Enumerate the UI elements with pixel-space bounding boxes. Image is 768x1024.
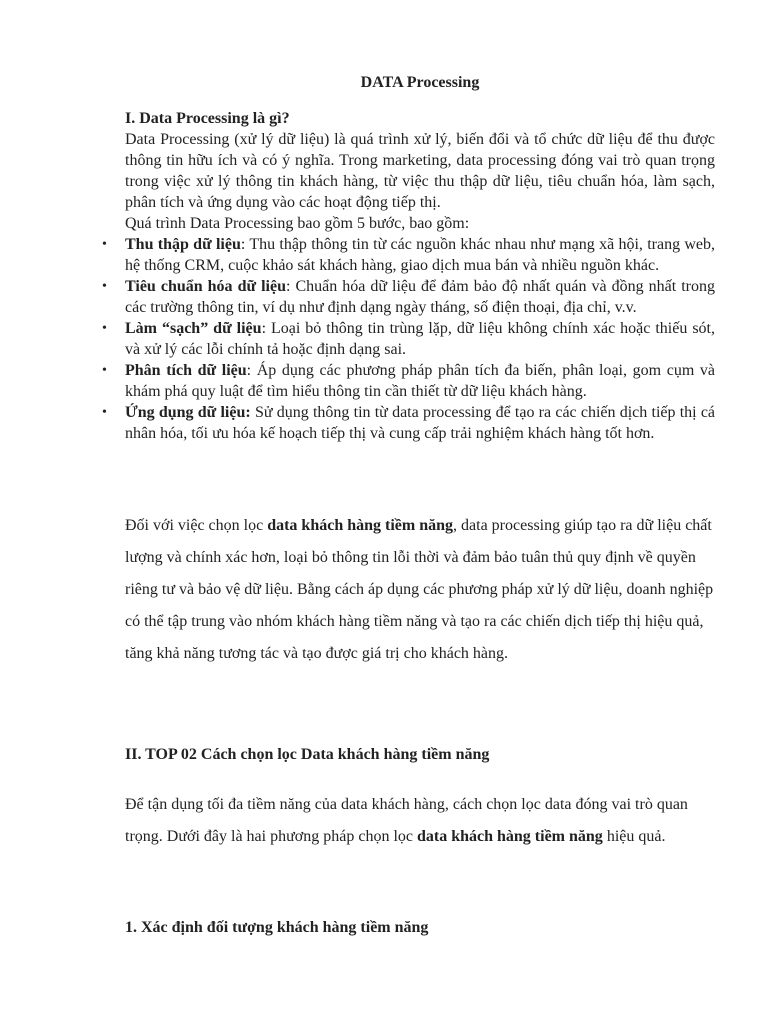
step-text: Chuẩn hóa dữ liệu để đảm bảo độ nhất quán và đồng nhất trong các trường thông tin, ví dụ như định dạng ngày tháng, số điện thoại, địa chỉ, v.v.: [125, 278, 716, 316]
section1-heading: I. Data Processing là gì?: [125, 110, 290, 127]
step-term: Tiêu chuẩn hóa dữ liệu: [125, 278, 286, 295]
paragraph-selection-benefits: [125, 510, 715, 670]
paragraph-text: Đối với việc chọn lọc: [125, 517, 268, 534]
section3-heading: 1. Xác định đối tượng khách hàng tiềm năng: [125, 919, 429, 936]
step-separator: :: [261, 320, 271, 337]
list-item: [125, 402, 715, 444]
step-separator: :: [285, 278, 296, 295]
section2-heading: II. TOP 02 Cách chọn lọc Data khách hàng tiềm năng: [125, 746, 490, 763]
list-item: [125, 360, 715, 402]
step-term: Phân tích dữ liệu: [125, 362, 247, 379]
paragraph-text: , data processing giúp tạo ra dữ liệu chất lượng và chính xác hơn, loại bỏ thông tin lỗi thời và đảm bảo tuân thủ quy định về quyền riêng tư và bảo vệ dữ liệu. Bằng cách áp dụng các phương pháp xử lý dữ liệu, doanh nghiệp có thể tập trung vào nhóm khách hàng tiềm năng và tạo ra các chiến dịch tiếp thị hiệu quả, tăng khả năng tương tác và tạo được giá trị cho khách hàng.: [125, 517, 714, 662]
paragraph-text: hiệu quả.: [602, 828, 666, 845]
document-title: DATA Processing: [360, 74, 480, 91]
step-term: Thu thập dữ liệu: [125, 236, 241, 253]
list-item: [125, 234, 715, 276]
step-text: Áp dụng các phương pháp phân tích đa biến, phân loại, gom cụm và khám phá quy luật để tìm hiểu thông tin cần thiết từ dữ liệu khách hàng.: [125, 362, 716, 400]
step-separator: :: [246, 362, 257, 379]
step-text: Thu thập thông tin từ các nguồn khác nhau như mạng xã hội, trang web, hệ thống CRM, cuộc khảo sát khách hàng, giao dịch mua bán và nhiều nguồn khác.: [125, 236, 716, 274]
steps-list: [125, 234, 715, 444]
step-text: Sử dụng thông tin từ data processing để tạo ra các chiến dịch tiếp thị cá nhân hóa, tối ưu hóa kế hoạch tiếp thị và cung cấp trải nghiệm khách hàng tốt hơn.: [125, 404, 716, 442]
step-separator: :: [240, 236, 250, 253]
keyword-link-text: data khách hàng tiềm năng: [416, 828, 603, 845]
list-item: [125, 276, 715, 318]
paragraph-text: Để tận dụng tối đa tiềm năng của data khách hàng, cách chọn lọc data đóng vai trò quan trọng. Dưới đây là hai phương pháp chọn lọc: [125, 796, 688, 845]
keyword-link-text: data khách hàng tiềm năng: [267, 517, 454, 534]
steps-intro: Quá trình Data Processing bao gồm 5 bước, bao gồm:: [125, 215, 470, 232]
step-term: Làm “sạch” dữ liệu: [125, 320, 262, 337]
list-item: [125, 318, 715, 360]
step-term: Ứng dụng dữ liệu:: [125, 404, 251, 421]
section1-intro: Data Processing (xử lý dữ liệu) là quá trình xử lý, biến đổi và tổ chức dữ liệu để thu được thông tin hữu ích và có ý nghĩa. Trong marketing, data processing đóng vai trò quan trọng trong việc xử lý thông tin khách hàng, từ việc thu thập dữ liệu, tiêu chuẩn hóa, làm sạch, phân tích và ứng dụng vào các hoạt động tiếp thị.: [125, 131, 715, 211]
paragraph-selection-methods: [125, 789, 715, 853]
section-what-is-data-processing: [125, 108, 715, 444]
step-text: Loại bỏ thông tin trùng lặp, dữ liệu không chính xác hoặc thiếu sót, và xử lý các lỗi chính tả hoặc định dạng sai.: [125, 320, 715, 358]
